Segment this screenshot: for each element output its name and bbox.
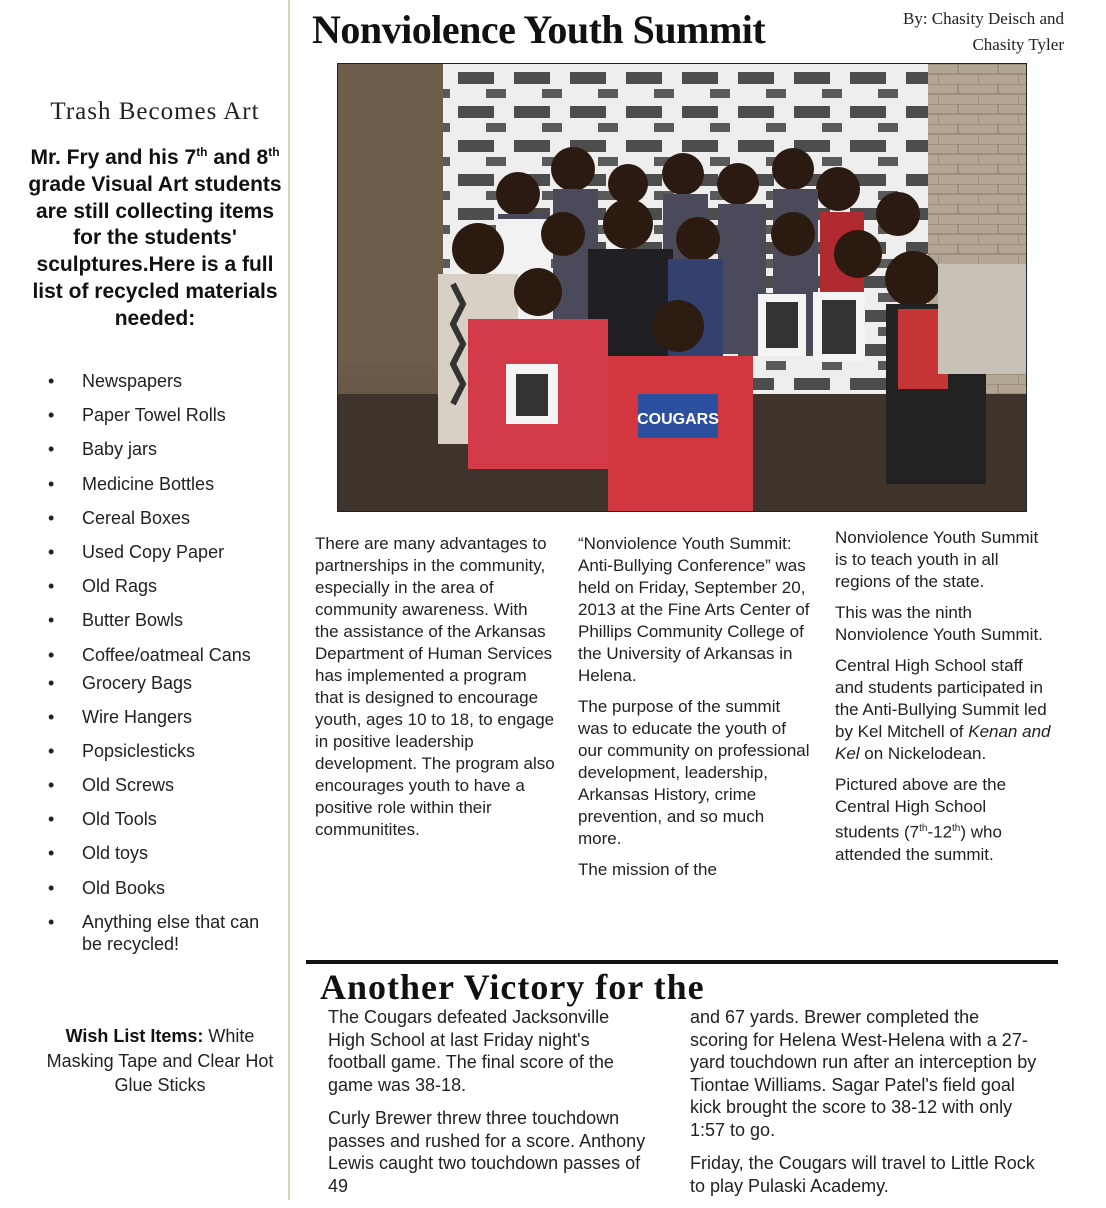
list-item: • Grocery Bags: [48, 672, 193, 693]
list-item: • Wire Hangers: [48, 706, 193, 727]
sidebar-intro: Mr. Fry and his 7th and 8th grade Visual Art students are still collecting items for the students' sculptures.Here is a full list of recycled materials needed:: [28, 145, 282, 330]
paragraph: and 67 yards. Brewer completed the scoring for Helena West-Helena with a 27-yard touchdown run after an interception by Tiontae Williams. Sagar Patel's field goal kick brought the score to 38-12 with only 1:57 to go.: [690, 1007, 1037, 1140]
list-item: • Anything else that can be recycled!: [48, 911, 260, 954]
bullet-icon: •: [48, 672, 55, 693]
paragraph: “Nonviolence Youth Summit: Anti-Bullying Conference” was held on Friday, September 20, 2013 at the Fine Arts Center of Phillips Community College of the University of Arkansas in Helena.: [578, 534, 810, 685]
paragraph: Pictured above are the Central High School students (7th-12th) who attended the summit.: [835, 775, 1007, 864]
column-divider: [288, 0, 290, 1200]
section-divider: [306, 960, 1058, 964]
bullet-icon: •: [48, 473, 55, 494]
bullet-icon: •: [48, 576, 55, 597]
list-item: • Paper Towel Rolls: [48, 405, 226, 426]
list-item: • Old Books: [48, 877, 166, 898]
paragraph: Nonviolence Youth Summit is to teach youth in all regions of the state.: [835, 528, 1039, 591]
article2-column-2: [690, 1006, 1040, 1208]
photo-shirt-text: COUGARS: [637, 411, 719, 428]
article-headline: Nonviolence Youth Summit: [312, 7, 766, 52]
bullet-icon: •: [48, 706, 55, 727]
article-column-2: [578, 533, 810, 890]
list-item: • Newspapers: [48, 371, 183, 391]
bullet-icon: •: [48, 775, 55, 796]
sidebar: [0, 0, 288, 1200]
list-item: • Old Tools: [48, 809, 157, 830]
list-item: • Used Copy Paper: [48, 541, 225, 562]
wish-list: Wish List Items: White Masking Tape and Clear Hot Glue Sticks: [46, 1026, 274, 1095]
bullet-icon: •: [48, 371, 55, 391]
bullet-icon: •: [48, 644, 55, 665]
article-column-3: [835, 527, 1055, 875]
bullet-icon: •: [48, 507, 55, 528]
article-headline-2: Another Victory for the: [320, 967, 705, 1007]
list-item: • Old toys: [48, 843, 149, 864]
bullet-icon: •: [48, 541, 55, 562]
group-photo: [337, 63, 1027, 512]
paragraph: The purpose of the summit was to educate the youth of our community on professional development, leadership, Arkansas History, crime prevention, and so much more.: [578, 697, 810, 848]
article-column-1: [315, 533, 555, 850]
materials-list: [44, 370, 284, 963]
bullet-icon: •: [48, 610, 55, 631]
bullet-icon: •: [48, 439, 55, 460]
paragraph: The Cougars defeated Jacksonville High School at last Friday night's football game. The final score of the game was 38-18.: [328, 1007, 614, 1095]
bullet-icon: •: [48, 911, 55, 932]
list-item: • Coffee/oatmeal Cans: [48, 644, 251, 665]
bullet-icon: •: [48, 740, 55, 761]
article2-column-1: [328, 1006, 648, 1208]
bullet-icon: •: [48, 809, 55, 830]
list-item: • Baby jars: [48, 439, 158, 460]
list-item: • Butter Bowls: [48, 610, 184, 631]
list-item: • Popsiclesticks: [48, 740, 196, 761]
list-item: • Medicine Bottles: [48, 473, 215, 494]
list-item: • Old Screws: [48, 775, 175, 796]
bullet-icon: •: [48, 405, 55, 426]
sidebar-title: Trash Becomes Art: [50, 98, 260, 125]
list-item: • Old Rags: [48, 576, 158, 597]
paragraph: The mission of the: [578, 860, 717, 879]
bullet-icon: •: [48, 877, 55, 898]
bullet-icon: •: [48, 843, 55, 864]
paragraph: Central High School staff and students participated in the Anti-Bullying Summit led by Kel Mitchell of Kenan and Kel on Nickelodean.: [835, 656, 1051, 763]
paragraph: There are many advantages to partnerships in the community, especially in the area of community awareness. With the assistance of the Arkansas Department of Human Services has implemented a program that is designed to encourage youth, ages 10 to 18, to engage in positive leadership development. The program also encourages youth to have a positive role within their communitites.: [315, 534, 555, 839]
paragraph: Friday, the Cougars will travel to Little Rock to play Pulaski Academy.: [690, 1153, 1035, 1196]
paragraph: This was the ninth Nonviolence Youth Summit.: [835, 603, 1043, 644]
byline: By: Chasity Deisch and Chasity Tyler: [902, 9, 1064, 54]
paragraph: Curly Brewer threw three touchdown passes and rushed for a score. Anthony Lewis caught two touchdown passes of 49: [328, 1108, 646, 1196]
list-item: • Cereal Boxes: [48, 507, 191, 528]
